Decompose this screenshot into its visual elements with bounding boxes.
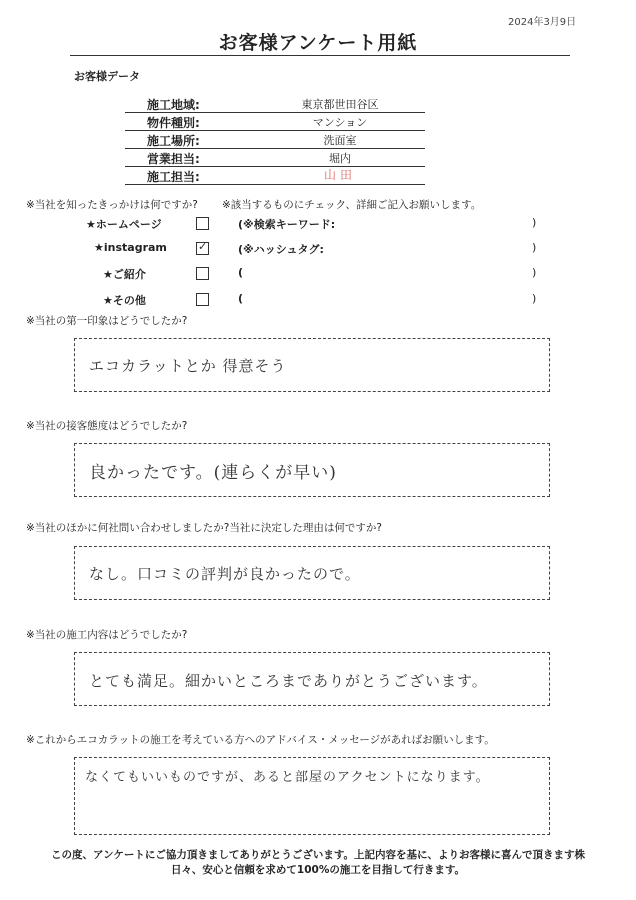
q6-question: ※これからエコカラットの施工を考えている方へのアドバイス・メッセージがあればお願いします。 xyxy=(26,734,495,746)
check-mark-icon: ✓ xyxy=(198,240,208,253)
checkbox[interactable] xyxy=(196,267,209,280)
q5-answer-box xyxy=(74,652,550,706)
q1-option-referral xyxy=(0,264,636,284)
option-detail: (※検索キーワード: xyxy=(238,218,336,231)
footer-line-1: この度、アンケートにご協力頂きましてありがとうございます。上記内容を基に、よりお客様に喜んで頂きます株 xyxy=(50,849,586,861)
q1-option-homepage xyxy=(0,214,636,234)
footer-line-2: 日々、安心と信頼を求めて100%の施工を目指して行きます。 xyxy=(170,864,466,876)
title-underline xyxy=(70,55,570,56)
q4-question: ※当社のほかに何社問い合わせしましたか?当社に決定した理由は何ですか? xyxy=(26,522,382,534)
customer-row-label: 施工担当: xyxy=(147,170,200,184)
option-detail-close: ) xyxy=(532,241,537,254)
option-label: ★その他 xyxy=(103,294,146,307)
customer-row-value-handwritten: 山田 xyxy=(323,168,356,182)
customer-row-installer xyxy=(125,166,425,185)
q4-answer-handwritten: なし。口コミの評判が良かったので。 xyxy=(89,565,361,583)
option-detail-close: ) xyxy=(532,266,537,279)
option-label: ★instagram xyxy=(94,241,167,254)
option-label: ★ご紹介 xyxy=(103,268,146,281)
q6-answer-handwritten: なくてもいいものですが、あると部屋のアクセントになります。 xyxy=(85,770,490,785)
q3-answer-handwritten: 良かったです。(連らくが早い) xyxy=(89,463,337,483)
q1-option-instagram xyxy=(0,239,636,259)
checkbox[interactable] xyxy=(196,293,209,306)
customer-row-region xyxy=(125,94,425,113)
q5-answer-handwritten: とても満足。細かいところまでありがとうございます。 xyxy=(89,672,488,690)
q1-question: ※当社を知ったきっかけは何ですか? xyxy=(26,199,198,211)
page-title: お客様アンケート用紙 xyxy=(218,32,418,54)
q2-question: ※当社の第一印象はどうでしたか? xyxy=(26,315,188,327)
customer-row-value: 堀内 xyxy=(329,152,351,165)
option-detail-close: ) xyxy=(532,292,537,305)
q5-question: ※当社の施工内容はどうでしたか? xyxy=(26,629,188,641)
option-label: ★ホームページ xyxy=(86,218,162,231)
survey-date: 2024年3月9日 xyxy=(508,17,577,28)
customer-row-location xyxy=(125,130,425,149)
checkbox-checked[interactable] xyxy=(196,242,209,255)
customer-row-label: 物件種別: xyxy=(147,116,200,130)
customer-row-value: 洗面室 xyxy=(323,134,357,147)
q4-answer-box xyxy=(74,546,550,600)
customer-row-label: 施工場所: xyxy=(147,134,200,148)
option-detail: (※ハッシュタグ: xyxy=(238,243,324,256)
customer-section-label: お客様データ xyxy=(74,70,140,83)
customer-row-property-type xyxy=(125,112,425,131)
option-detail-close: ) xyxy=(532,216,537,229)
customer-row-value: 東京都世田谷区 xyxy=(301,98,379,111)
checkbox[interactable] xyxy=(196,217,209,230)
customer-row-label: 施工地域: xyxy=(147,98,200,112)
q1-option-other xyxy=(0,290,636,310)
option-detail: ( xyxy=(238,292,244,305)
q3-question: ※当社の接客態度はどうでしたか? xyxy=(26,420,188,432)
q6-answer-box xyxy=(74,757,550,835)
q2-answer-handwritten: エコカラットとか 得意そう xyxy=(89,357,287,375)
customer-row-label: 営業担当: xyxy=(147,152,200,166)
option-detail: ( xyxy=(238,266,244,279)
customer-row-sales-rep xyxy=(125,148,425,167)
q1-note: ※該当するものにチェック、詳細ご記入お願いします。 xyxy=(222,199,482,211)
footer-message xyxy=(0,848,636,878)
q3-answer-box xyxy=(74,443,550,497)
customer-row-value: マンション xyxy=(312,116,368,129)
q2-answer-box xyxy=(74,338,550,392)
